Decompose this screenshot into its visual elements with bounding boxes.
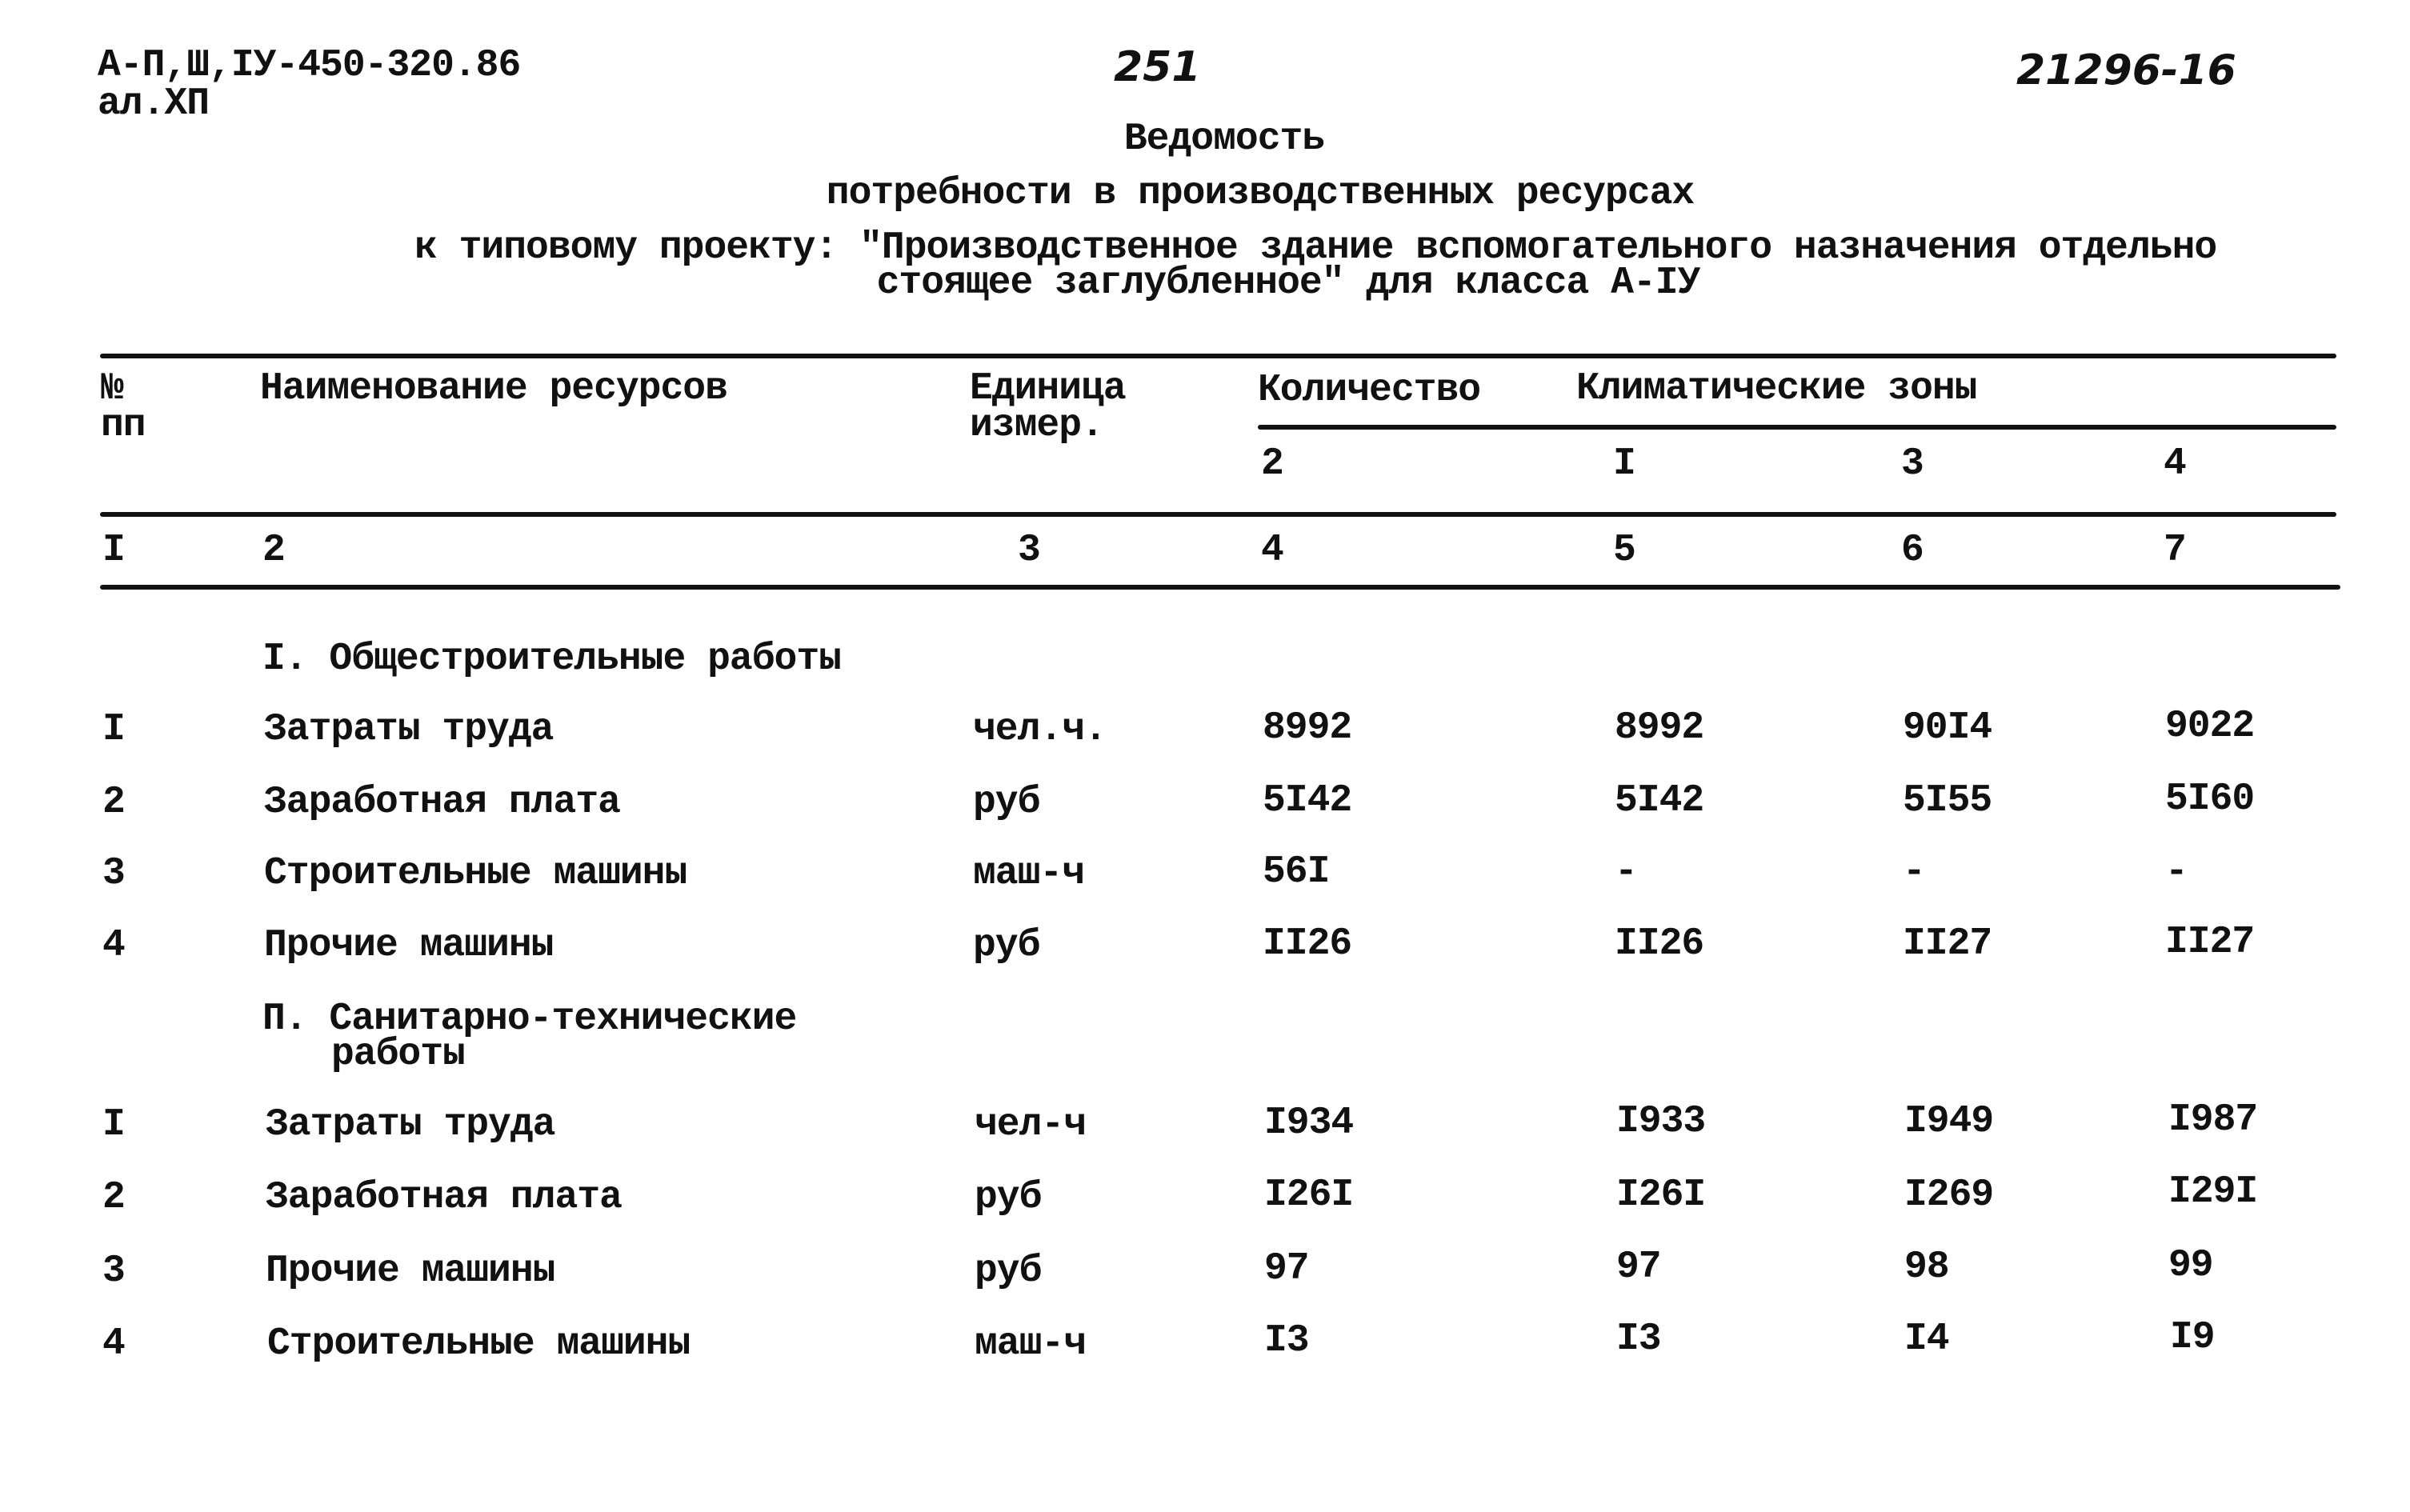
header-num-pp: пп bbox=[101, 404, 146, 447]
column-number-5: 5 bbox=[1613, 529, 1635, 572]
column-number-4: 4 bbox=[1261, 529, 1283, 572]
row-name: Прочие машины bbox=[264, 924, 554, 967]
row-name: Затраты труда bbox=[266, 1103, 555, 1146]
row-qty-zone2: II26 bbox=[1263, 922, 1352, 966]
column-number-7: 7 bbox=[2164, 529, 2186, 572]
header-unit-line1: Единица bbox=[970, 367, 1126, 410]
row-unit: маш-ч bbox=[973, 852, 1085, 895]
row-qty-zone4: I29I bbox=[2168, 1170, 2258, 1214]
row-num: 2 bbox=[102, 1176, 125, 1219]
column-numbers-rule bbox=[100, 585, 2340, 590]
row-qty-zone1: 97 bbox=[1616, 1246, 1661, 1289]
header-zone-2: 2 bbox=[1261, 442, 1283, 486]
row-qty-zone4: 9022 bbox=[2165, 705, 2255, 748]
row-qty-zone3: II27 bbox=[1903, 922, 1992, 966]
row-unit: руб bbox=[973, 781, 1040, 824]
row-qty-zone2: I26I bbox=[1264, 1174, 1354, 1217]
archive-number: 21296-16 bbox=[2016, 46, 2236, 94]
row-unit: маш-ч bbox=[975, 1322, 1087, 1366]
row-qty-zone4: I9 bbox=[2170, 1316, 2215, 1359]
row-qty-zone2: I3 bbox=[1264, 1319, 1309, 1362]
row-qty-zone1: I26I bbox=[1616, 1174, 1706, 1217]
row-num: I bbox=[102, 1103, 125, 1146]
row-qty-zone3: 90I4 bbox=[1903, 706, 1992, 750]
row-qty-zone1: II26 bbox=[1615, 922, 1704, 966]
section-title-line1: П. Санитарно-технические bbox=[262, 998, 797, 1041]
header-bottom-rule bbox=[100, 512, 2336, 517]
header-unit-line2: измер. bbox=[970, 404, 1103, 447]
header-zone-3: 3 bbox=[1901, 442, 1924, 486]
row-unit: чел-ч bbox=[975, 1103, 1087, 1146]
row-name: Строительные машины bbox=[264, 852, 687, 895]
row-qty-zone4: II27 bbox=[2165, 921, 2255, 964]
table-top-rule bbox=[100, 354, 2336, 358]
row-qty-zone2: 8992 bbox=[1263, 706, 1352, 750]
row-num: I bbox=[102, 708, 125, 751]
album-number: ал.XП bbox=[98, 82, 210, 126]
row-qty-zone1: 8992 bbox=[1615, 706, 1704, 750]
header-resource-name: Наименование ресурсов bbox=[260, 367, 727, 410]
row-unit: руб bbox=[975, 1176, 1042, 1219]
row-name: Заработная плата bbox=[266, 1176, 622, 1219]
row-qty-zone2: 97 bbox=[1264, 1247, 1309, 1290]
title-project-line2: стоящее заглубленное" для класса А-IУ bbox=[876, 262, 1700, 305]
row-qty-zone4: 99 bbox=[2168, 1244, 2213, 1287]
section-title-line2: работы bbox=[331, 1033, 465, 1076]
row-num: 2 bbox=[102, 781, 125, 824]
row-name: Затраты труда bbox=[264, 708, 554, 751]
row-num: 4 bbox=[102, 1322, 125, 1366]
page-number: 251 bbox=[1114, 43, 1201, 91]
header-climate-zones: Климатические зоны bbox=[1576, 367, 1977, 410]
column-number-2: 2 bbox=[262, 529, 285, 572]
row-name: Прочие машины bbox=[266, 1250, 555, 1293]
row-qty-zone3: 98 bbox=[1904, 1246, 1949, 1289]
header-zone-1: I bbox=[1613, 442, 1635, 486]
row-qty-zone3: 5I55 bbox=[1903, 779, 1992, 822]
column-number-6: 6 bbox=[1901, 529, 1924, 572]
title-project-line1: к типовому проекту: "Производственное здание вспомогательного назначения отдельно bbox=[414, 226, 2217, 270]
column-number-3: 3 bbox=[1018, 529, 1040, 572]
row-qty-zone3: I269 bbox=[1904, 1174, 1994, 1217]
row-qty-zone4: 5I60 bbox=[2165, 778, 2255, 821]
row-qty-zone2: 56I bbox=[1263, 850, 1330, 894]
row-num: 3 bbox=[102, 852, 125, 895]
row-unit: руб bbox=[975, 1250, 1042, 1293]
row-name: Строительные машины bbox=[267, 1322, 691, 1366]
row-name: Заработная плата bbox=[264, 781, 620, 824]
title-subheading: потребности в производственных ресурсах bbox=[826, 172, 1695, 215]
row-qty-zone4: I987 bbox=[2168, 1098, 2258, 1142]
header-zone-4: 4 bbox=[2164, 442, 2186, 486]
row-qty-zone3: I949 bbox=[1904, 1100, 1994, 1143]
row-qty-zone1: - bbox=[1615, 850, 1637, 894]
header-num-sign: № bbox=[101, 367, 123, 410]
row-qty-zone3: I4 bbox=[1904, 1318, 1949, 1361]
row-qty-zone1: I3 bbox=[1616, 1318, 1661, 1361]
row-qty-zone2: I934 bbox=[1264, 1102, 1354, 1145]
row-num: 4 bbox=[102, 924, 125, 967]
row-qty-zone1: 5I42 bbox=[1615, 779, 1704, 822]
row-qty-zone1: I933 bbox=[1616, 1100, 1706, 1143]
section-title: I. Общестроительные работы bbox=[262, 638, 841, 681]
column-number-1: I bbox=[102, 529, 125, 572]
row-qty-zone4: - bbox=[2165, 850, 2188, 894]
document-code: А-П,Ш,IУ-450-320.86 bbox=[98, 44, 521, 87]
row-unit: чел.ч. bbox=[973, 708, 1107, 751]
row-num: 3 bbox=[102, 1250, 125, 1293]
zones-subheader-rule bbox=[1258, 425, 2336, 430]
row-qty-zone2: 5I42 bbox=[1263, 779, 1352, 822]
row-qty-zone3: - bbox=[1903, 850, 1925, 894]
title-heading: Ведомость bbox=[1123, 118, 1325, 161]
header-quantity: Количество bbox=[1258, 369, 1481, 412]
row-unit: руб bbox=[973, 924, 1040, 967]
